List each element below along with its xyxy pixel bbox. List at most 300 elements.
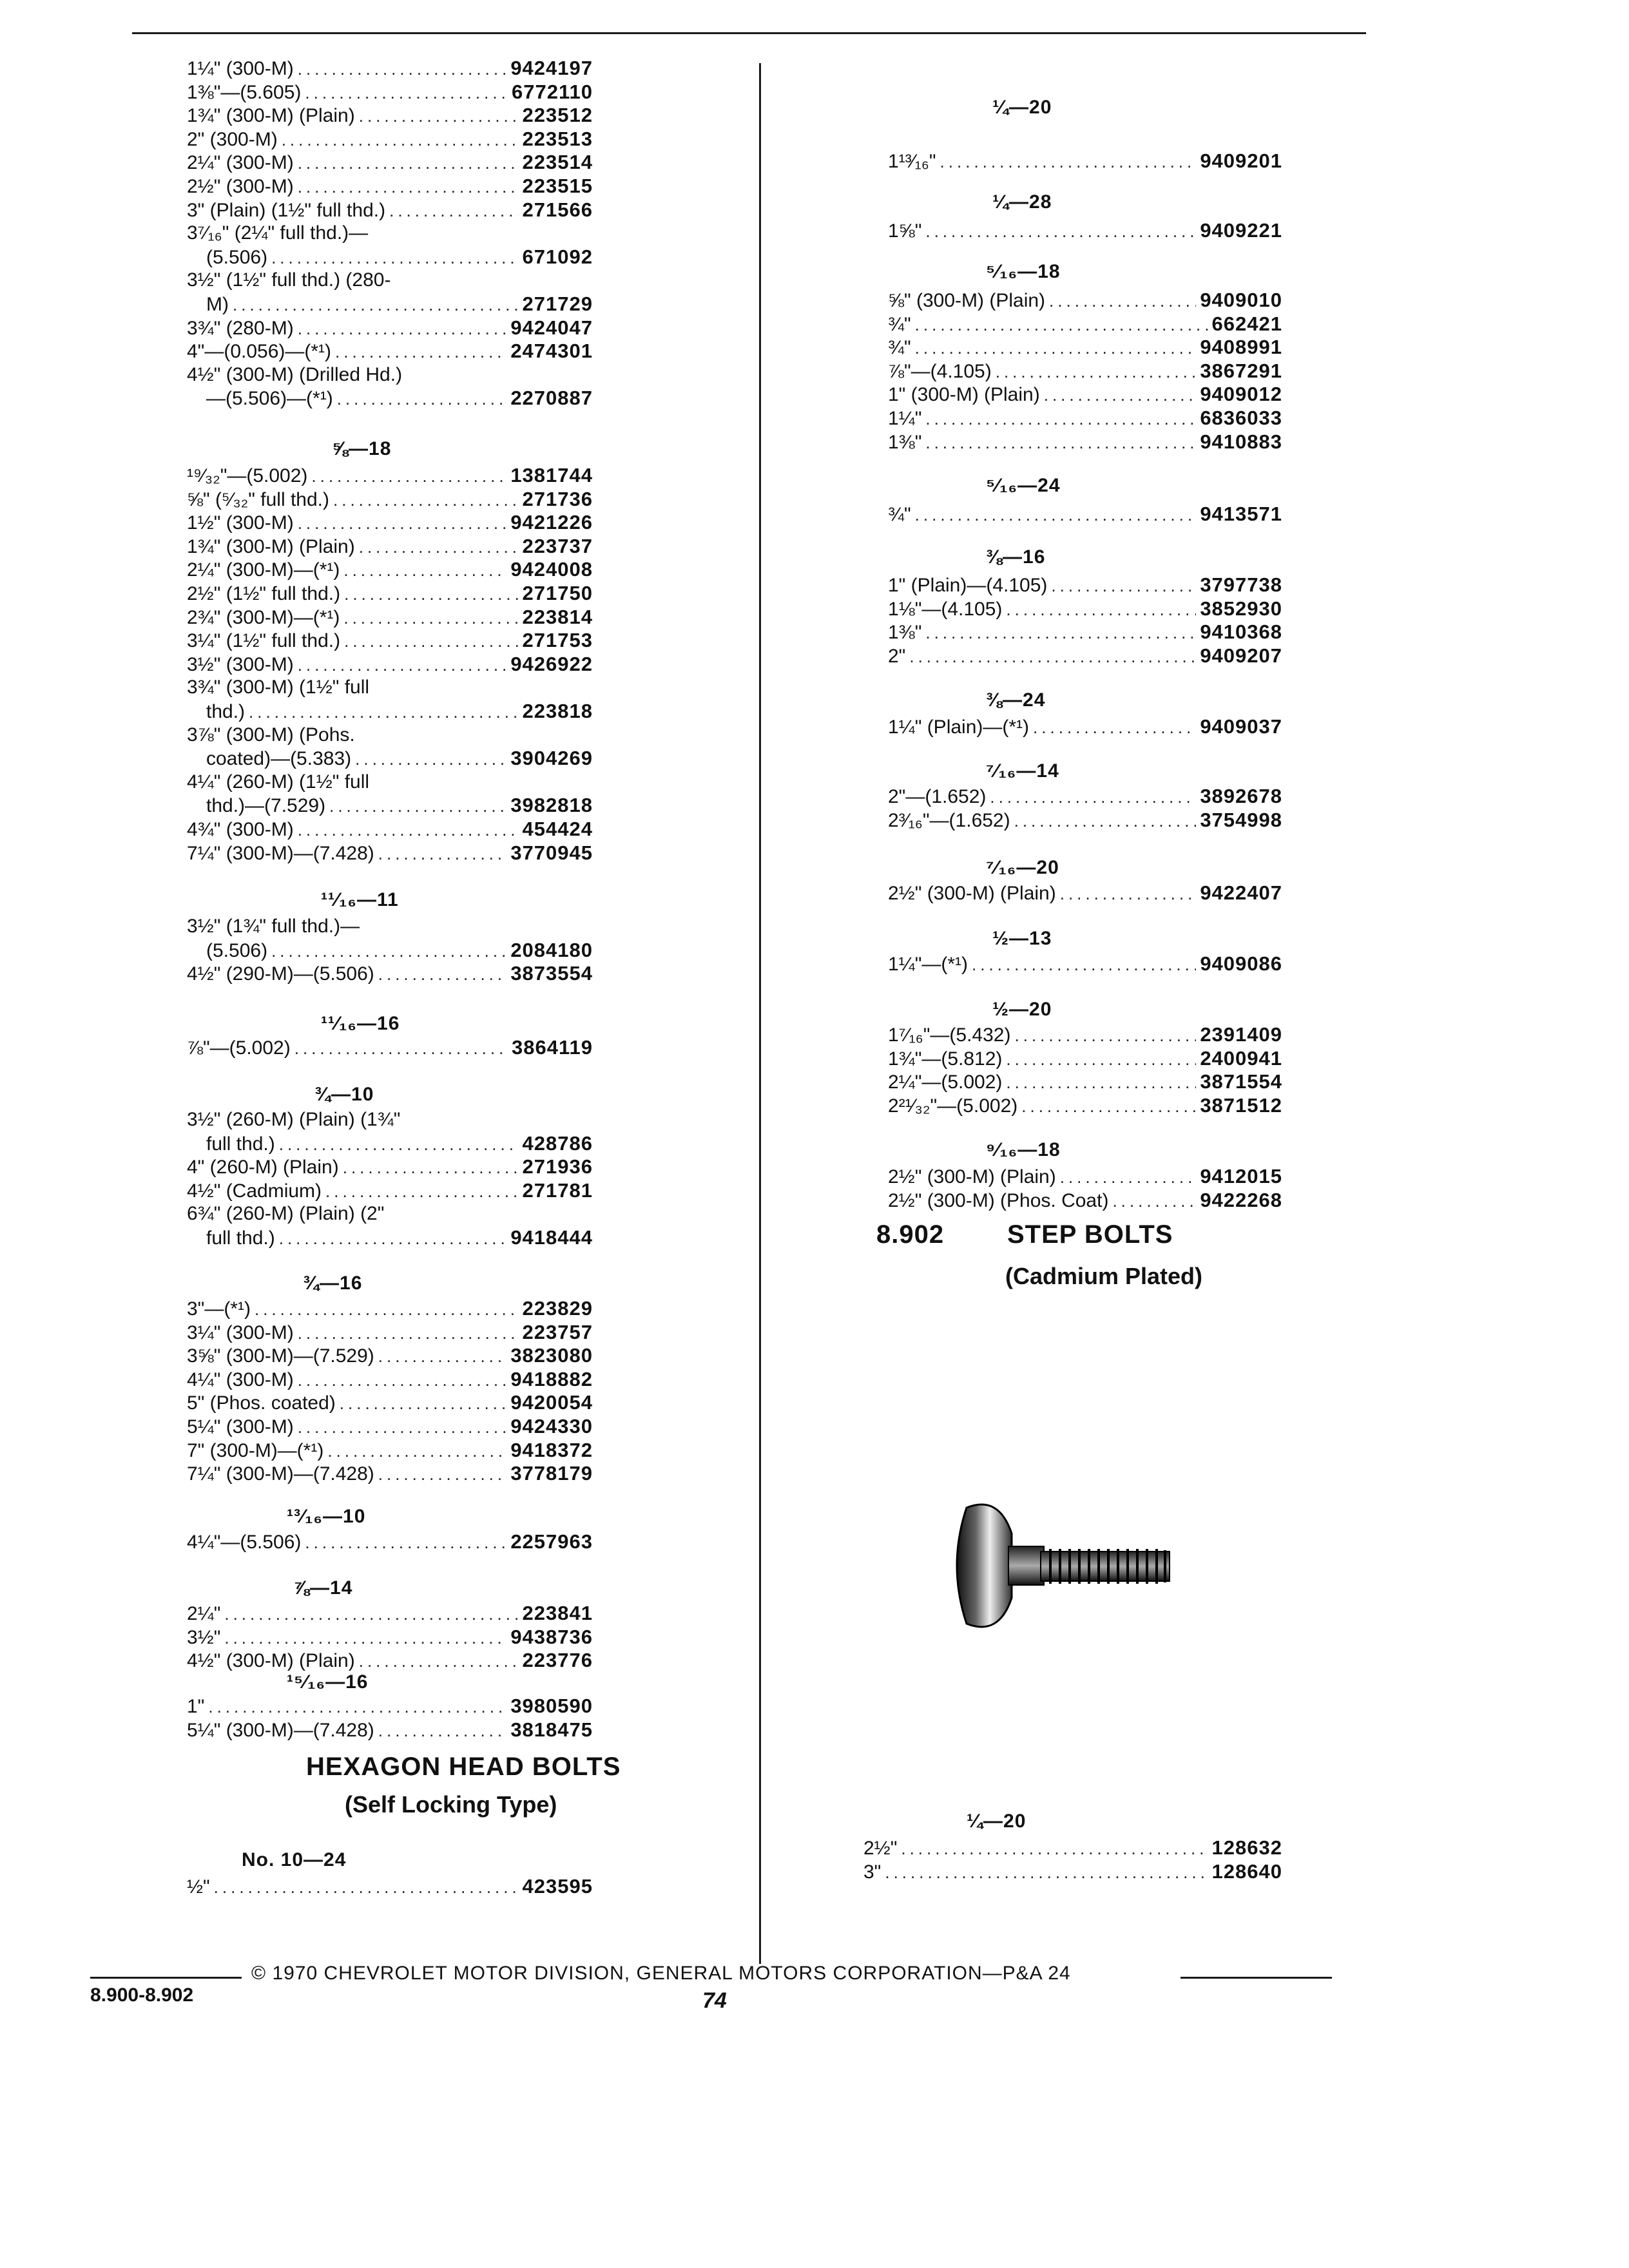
bolt-5-8-18-entry [206, 794, 593, 818]
bolt-1-2-20-entry [888, 1047, 1282, 1071]
dot-leader [298, 175, 519, 198]
page-number: 74 [702, 1988, 727, 2013]
entry-description: 1⅜" [888, 622, 922, 644]
entry-description: 3¾" (280-M) [187, 317, 294, 339]
dot-leader [1014, 809, 1197, 832]
dot-leader [1051, 574, 1196, 597]
part-number: 3852930 [1200, 597, 1282, 620]
bolt-5-16-18-entry [888, 407, 1282, 430]
bolt-5-8-18-entry [187, 488, 593, 512]
dot-leader [972, 953, 1196, 976]
dot-leader [343, 1156, 519, 1179]
bolt-5-8-18-line: 3⅞" (300-M) (Pohs. [187, 724, 355, 745]
entry-description: ¹⁹⁄₃₂"—(5.002) [187, 465, 308, 486]
part-number: 3864119 [512, 1036, 593, 1059]
dot-leader [378, 963, 507, 986]
bolt-3-4-16-entry [187, 1462, 593, 1486]
entry-description: 1¾" (300-M) (Plain) [187, 105, 355, 127]
hexagon-head-bolts-title: HEXAGON HEAD BOLTS [306, 1753, 621, 1781]
dot-leader [925, 407, 1196, 430]
bolt-5-8-18-entry [187, 558, 593, 582]
entry-description: 2¼" [187, 1603, 221, 1624]
heading-3-8-24: ⅜—24 [986, 689, 1046, 711]
dot-leader [337, 387, 507, 410]
dot-leader [224, 1626, 506, 1649]
dot-leader [233, 293, 519, 316]
entry-description: 3¼" (300-M) [187, 1321, 294, 1343]
entry-description: ¾" [888, 337, 911, 359]
bolt-5-8-18-entry [187, 818, 593, 841]
entry-description: 2³⁄₁₆"—(1.652) [888, 809, 1010, 831]
entry-description: 4" (260-M) (Plain) [187, 1157, 339, 1178]
entry-description: ½" [187, 1876, 210, 1898]
dot-leader [359, 104, 519, 128]
bolt-11-16-16-entry [187, 1036, 593, 1060]
entry-description: 7¼" (300-M)—(7.428) [187, 1463, 374, 1485]
entry-description: 2¼"—(5.002) [888, 1072, 1003, 1093]
entry-description: 4¼"—(5.506) [187, 1532, 302, 1553]
entry-description: 2" [888, 645, 906, 667]
dot-leader [327, 1439, 506, 1463]
bolt-7-16-14-entry [888, 809, 1282, 832]
bolt-5-16-18-entry [888, 289, 1282, 312]
bolt-5-8-18-entry [187, 535, 593, 559]
bolt-5-8-18-entry [187, 464, 593, 488]
bolt-1-2-20-entry [888, 1023, 1282, 1047]
entry-description: ⅞"—(5.002) [187, 1037, 291, 1059]
entry-description: 4¼" (300-M) [187, 1369, 294, 1390]
part-number: 223841 [522, 1602, 593, 1624]
entry-description: (5.506) [206, 246, 268, 268]
copyright-line: © 1970 CHEVROLET MOTOR DIVISION, GENERAL MOTORS CORPORATION—P&A 24 [251, 1963, 1071, 1984]
part-number: 3797738 [1200, 573, 1282, 596]
dot-leader [325, 1180, 519, 1203]
heading-3-4-10: ¾—10 [314, 1084, 374, 1105]
part-number: 223776 [522, 1649, 593, 1672]
part-number: 3818475 [510, 1718, 593, 1741]
dot-leader [333, 488, 519, 512]
entry-description: 1" (300-M) (Plain) [888, 384, 1040, 406]
bolt-15-16-16-entry [187, 1695, 593, 1718]
entry-description: 1½" (300-M) [187, 512, 294, 534]
part-number: 9424330 [510, 1415, 593, 1437]
dot-leader [378, 1345, 507, 1368]
part-number: 223757 [522, 1320, 593, 1343]
dot-leader [1060, 1166, 1197, 1189]
dot-leader [355, 747, 506, 771]
entry-description: 1⁷⁄₁₆"—(5.432) [888, 1024, 1011, 1046]
dot-leader [298, 818, 519, 841]
bolt-5-16-18-entry [888, 312, 1282, 336]
entry-description: 2" (300-M) [187, 128, 278, 150]
part-number: 3778179 [510, 1462, 593, 1485]
part-number: 9420054 [510, 1391, 593, 1414]
dot-leader [311, 465, 506, 488]
part-number: 3871554 [1200, 1070, 1282, 1093]
part-number: 271729 [522, 293, 593, 315]
dot-leader [378, 1463, 507, 1486]
dot-leader [305, 1531, 506, 1554]
bolt-7-16-20-entry [888, 881, 1282, 905]
entry-description: 1¹³⁄₁₆" [888, 151, 936, 172]
entry-description: 2½" (300-M) [187, 176, 294, 197]
bolt-5-16-18-entry [888, 383, 1282, 407]
section-code: 8.900-8.902 [90, 1984, 194, 2006]
part-number: 1381744 [510, 464, 593, 486]
entry-description: 3"—(*¹) [187, 1298, 251, 1320]
bolt-3-8-24-entry [888, 715, 1282, 739]
dot-leader [925, 220, 1196, 243]
entry-description: 2½" (300-M) (Plain) [888, 1166, 1056, 1187]
heading-1-2-13: ½—13 [992, 928, 1052, 949]
bolt-5-16-18-entry [888, 360, 1282, 383]
bolt-1-4-20-cont-entry [187, 128, 593, 151]
entry-description: ⅞"—(4.105) [888, 360, 992, 382]
entry-description: 3" [863, 1861, 882, 1883]
heading-no10-24: No. 10—24 [242, 1849, 347, 1870]
bolt-3-4-16-entry [187, 1415, 593, 1439]
entry-description: 5" (Phos. coated) [187, 1392, 336, 1414]
entry-description: 2½" (300-M) (Plain) [888, 883, 1056, 904]
entry-description: 5¼" (300-M) [187, 1416, 294, 1437]
dot-leader [1044, 383, 1197, 407]
entry-description: 4½" (Cadmium) [187, 1180, 322, 1202]
part-number: 9418372 [510, 1438, 593, 1461]
part-number: 9418882 [510, 1367, 593, 1390]
part-number: 9426922 [510, 652, 593, 675]
dot-leader [214, 1876, 519, 1899]
bolt-1-4-20-cont-line: 3½" (1½" full thd.) (280- [187, 269, 391, 291]
bolt-1-4-20-cont-entry [206, 293, 593, 316]
bolt-7-8-14-entry [187, 1649, 593, 1673]
dot-leader [378, 1719, 507, 1742]
bolt-3-4-16-entry [187, 1439, 593, 1463]
entry-description: 4¾" (300-M) [187, 819, 294, 840]
part-number: 9421226 [510, 511, 593, 534]
entry-description: ¾" [888, 313, 911, 335]
entry-description: 1¾" (300-M) (Plain) [187, 535, 355, 557]
dot-leader [298, 1369, 507, 1392]
entry-description: 2"—(1.652) [888, 786, 987, 807]
part-number: 6836033 [1200, 407, 1282, 429]
part-number: 9409207 [1200, 644, 1282, 667]
part-number: 271753 [522, 629, 593, 652]
entry-description: 4"—(0.056)—(*¹) [187, 341, 332, 363]
heading-step-1-4-20: ¼—20 [967, 1811, 1027, 1832]
self-locking-type-subtitle: (Self Locking Type) [345, 1791, 557, 1818]
bolt-3-8-16-entry [888, 620, 1282, 644]
entry-description: ¾" [888, 504, 911, 525]
dot-leader [279, 1227, 507, 1250]
bolt-3-8-16-entry [888, 597, 1282, 621]
heading-11-16-11: ¹¹⁄₁₆—11 [321, 889, 399, 910]
dot-leader [1006, 1048, 1196, 1071]
heading-5-16-18: ⁵⁄₁₆—18 [986, 261, 1061, 282]
heading-3-4-16: ¾—16 [303, 1273, 363, 1294]
cadmium-plated-subtitle: (Cadmium Plated) [1005, 1263, 1203, 1289]
entry-description: 1¼" (Plain)—(*¹) [888, 716, 1030, 738]
top-rule [132, 32, 1366, 34]
part-number: 9422268 [1200, 1188, 1282, 1211]
bolt-1-2-13-entry [888, 952, 1282, 976]
entry-description: ⅝" (300-M) (Plain) [888, 290, 1046, 311]
dot-leader [224, 1602, 518, 1626]
part-number: 223515 [522, 175, 593, 197]
bolt-1-4-20-cont-entry [187, 104, 593, 128]
dot-leader [359, 535, 519, 559]
part-number: 223514 [522, 151, 593, 174]
dot-leader [249, 700, 519, 724]
bolt-1-2-20-entry [888, 1070, 1282, 1094]
bolt-3-4-16-entry [187, 1344, 593, 1368]
part-number: 3904269 [510, 747, 593, 770]
bolt-5-8-18-line: 4¼" (260-M) (1½" full [187, 771, 370, 793]
part-number: 9408991 [1200, 336, 1282, 359]
bolt-1-4-20-entry [888, 149, 1282, 173]
bolt-1-2-20-entry [888, 1094, 1282, 1118]
bolt-5-8-18-entry [187, 582, 593, 606]
part-number: 9409010 [1200, 289, 1282, 311]
bolt-5-8-18-entry [206, 700, 593, 724]
entry-description: 2¾" (300-M)—(*¹) [187, 606, 340, 628]
dot-leader [915, 503, 1197, 526]
bolt-3-4-16-entry [187, 1368, 593, 1392]
bolt-3-4-10-line: 3½" (260-M) (Plain) (1¾" [187, 1109, 401, 1130]
bolt-1-4-20-cont-line: 3⁷⁄₁₆" (2¼" full thd.)— [187, 222, 369, 244]
heading-5-16-24: ⁵⁄₁₆—24 [986, 475, 1061, 496]
part-number: 2474301 [510, 340, 593, 363]
bolt-7-8-14-entry [187, 1626, 593, 1649]
heading-3-8-16: ⅜—16 [986, 546, 1046, 568]
bolt-3-4-10-entry [187, 1155, 593, 1179]
bolt-3-4-16-entry [187, 1297, 593, 1321]
bolt-3-4-10-entry [206, 1132, 593, 1156]
bolt-5-16-24-entry [888, 503, 1282, 526]
dot-leader [1033, 716, 1196, 739]
dot-leader [990, 785, 1196, 809]
entry-description: thd.) [206, 701, 246, 722]
part-number: 3770945 [510, 841, 593, 864]
entry-description: 1" (Plain)—(4.105) [888, 575, 1048, 596]
dot-leader [344, 629, 518, 653]
dot-leader [909, 645, 1196, 668]
part-number: 2084180 [510, 938, 593, 961]
part-number: 223513 [522, 127, 593, 150]
entry-description: thd.)—(7.529) [206, 795, 326, 817]
dot-leader [329, 794, 506, 818]
heading-7-16-20: ⁷⁄₁₆—20 [986, 857, 1059, 878]
entry-description: ⅝" (⁵⁄₃₂" full thd.) [187, 488, 330, 510]
bolt-1-4-20-cont-entry [187, 316, 593, 340]
dot-leader [925, 621, 1196, 644]
heading-9-16-18: ⁹⁄₁₆—18 [986, 1139, 1061, 1160]
part-number: 9438736 [510, 1625, 593, 1648]
entry-description: 2¼" (300-M) [187, 152, 294, 174]
footer-rule-left [90, 1977, 242, 1979]
part-number: 9409086 [1200, 952, 1282, 975]
bolt-5-8-18-entry [187, 629, 593, 653]
part-number: 428786 [522, 1131, 593, 1155]
bolt-5-8-18-entry [206, 747, 593, 771]
part-number: 271566 [522, 198, 593, 221]
part-number: 2400941 [1200, 1046, 1282, 1070]
dot-leader [940, 150, 1197, 173]
entry-description: 4½" (290-M)—(5.506) [187, 963, 374, 985]
part-number: 223829 [522, 1297, 593, 1320]
part-number: 454424 [522, 818, 593, 840]
part-number: 9410368 [1200, 620, 1282, 644]
part-number: 9409221 [1200, 219, 1282, 242]
bolt-1-4-28-entry [888, 219, 1282, 243]
part-number: 9424008 [510, 558, 593, 581]
bolt-11-16-11-entry [187, 962, 593, 986]
entry-description: (5.506) [206, 939, 268, 961]
dot-leader [298, 57, 507, 81]
heading-7-16-14: ⁷⁄₁₆—14 [986, 760, 1059, 782]
heading-11-16-16: ¹¹⁄₁₆—16 [321, 1013, 400, 1034]
bolt-5-8-18-entry [187, 841, 593, 865]
entry-description: 3½" (300-M) [187, 653, 294, 675]
dot-leader [1049, 289, 1196, 312]
step-bolts-title: STEP BOLTS [1007, 1220, 1173, 1249]
part-number: 223818 [522, 700, 593, 722]
entry-description: 1¾"—(5.812) [888, 1048, 1003, 1070]
bolt-13-16-10-entry [187, 1530, 593, 1554]
bolt-7-8-14-entry [187, 1602, 593, 1626]
part-number: 271736 [522, 487, 593, 510]
part-number: 9424047 [510, 316, 593, 339]
entry-description: M) [206, 294, 229, 315]
entry-description: 1¼" (300-M) [187, 58, 294, 79]
heading-1-4-20: ¼—20 [992, 97, 1052, 118]
entry-description: coated)—(5.383) [206, 748, 352, 770]
part-number: 9418444 [510, 1226, 593, 1249]
dot-leader [298, 512, 507, 535]
bolt-no10-24-entry [187, 1875, 593, 1899]
part-number: 271781 [522, 1178, 593, 1202]
dot-leader [294, 1037, 508, 1060]
part-number: 271750 [522, 582, 593, 604]
part-number: 223512 [522, 104, 593, 127]
step-bolt-illustration [941, 1482, 1211, 1649]
dot-leader [298, 1416, 507, 1439]
bolt-5-8-18-entry [187, 511, 593, 535]
bolt-5-16-18-entry [888, 336, 1282, 360]
dot-leader [1006, 1071, 1196, 1094]
heading-13-16-10: ¹³⁄₁₆—10 [287, 1506, 366, 1527]
step-bolts-code: 8.902 [876, 1220, 945, 1249]
bolt-5-16-18-entry [888, 430, 1282, 454]
entry-description: 1⅜" [888, 431, 922, 453]
entry-description: 3½" [187, 1626, 221, 1648]
bolt-1-4-20-cont-entry [187, 81, 593, 104]
heading-1-2-20: ½—20 [992, 999, 1052, 1020]
dot-leader [925, 431, 1196, 454]
entry-description: 3⅝" (300-M)—(7.529) [187, 1345, 374, 1367]
dot-leader [298, 1321, 519, 1345]
part-number: 3873554 [510, 962, 593, 985]
part-number: 9410883 [1200, 430, 1282, 453]
part-number: 128632 [1211, 1836, 1282, 1859]
part-number: 9413571 [1200, 503, 1282, 525]
entry-description: 2¼" (300-M)—(*¹) [187, 559, 340, 581]
column-divider [759, 63, 761, 1964]
bolt-9-16-18-entry [888, 1189, 1282, 1213]
dot-leader [305, 81, 508, 104]
dot-leader [271, 939, 506, 963]
dot-leader [344, 582, 518, 606]
part-number: 223737 [522, 534, 593, 557]
part-number: 271936 [522, 1155, 593, 1178]
entry-description: 1⅜"—(5.605) [187, 81, 302, 103]
part-number: 223814 [522, 605, 593, 628]
entry-description: 1⅛"—(4.105) [888, 598, 1003, 620]
dot-leader [378, 842, 507, 865]
part-number: 3823080 [510, 1344, 593, 1367]
dot-leader [279, 1133, 519, 1156]
dot-leader [996, 360, 1197, 383]
part-number: 9409012 [1200, 383, 1282, 406]
entry-description: 2½" (300-M) (Phos. Coat) [888, 1189, 1109, 1211]
dot-leader [359, 1649, 519, 1673]
dot-leader [298, 653, 507, 677]
dot-leader [389, 199, 518, 222]
dot-leader [885, 1861, 1208, 1884]
entry-description: 7¼" (300-M)—(7.428) [187, 842, 374, 864]
part-number: 128640 [1211, 1860, 1282, 1883]
entry-description: 1¼"—(*¹) [888, 954, 968, 975]
dot-leader [340, 1392, 507, 1415]
dot-leader [282, 128, 519, 151]
dot-leader [1021, 1095, 1196, 1118]
part-number: 2270887 [510, 387, 593, 410]
bolt-3-4-16-entry [187, 1321, 593, 1345]
part-number: 2257963 [510, 1530, 593, 1553]
bolt-7-16-14-entry [888, 785, 1282, 809]
entry-description: 1⅝" [888, 220, 922, 242]
bolt-3-4-16-entry [187, 1391, 593, 1415]
bolt-1-4-20-cont-entry [187, 198, 593, 222]
entry-description: 2²¹⁄₃₂"—(5.002) [888, 1095, 1018, 1117]
entry-description: 7" (300-M)—(*¹) [187, 1439, 324, 1461]
bolt-1-4-20-cont-entry [187, 151, 593, 175]
entry-description: 2½" (1½" full thd.) [187, 583, 341, 604]
bolt-9-16-18-entry [888, 1165, 1282, 1189]
entry-description: 1" [187, 1696, 205, 1717]
step-bolt-entry [863, 1836, 1282, 1860]
footer-rule-right [1181, 1977, 1332, 1979]
heading-15-16-16: ¹⁵⁄₁₆—16 [287, 1671, 369, 1693]
dot-leader [208, 1695, 506, 1718]
dot-leader [343, 606, 518, 629]
part-number: 3982818 [510, 794, 593, 817]
entry-description: 2½" [863, 1838, 898, 1859]
part-number: 9409037 [1200, 715, 1282, 738]
dot-leader [1014, 1024, 1196, 1047]
part-number: 423595 [522, 1875, 593, 1898]
part-number: 9409201 [1200, 149, 1282, 172]
part-number: 3754998 [1200, 808, 1282, 831]
bolt-3-4-10-entry [187, 1179, 593, 1203]
part-number: 2391409 [1200, 1023, 1282, 1046]
bolt-1-4-20-cont-entry [187, 340, 593, 363]
dot-leader [1006, 598, 1196, 621]
heading-7-8-14: ⅞—14 [293, 1577, 353, 1599]
entry-description: full thd.) [206, 1133, 275, 1155]
bolt-3-8-16-entry [888, 644, 1282, 668]
part-number: 3871512 [1200, 1093, 1282, 1117]
heading-5-8-18: ⅝—18 [332, 438, 392, 459]
